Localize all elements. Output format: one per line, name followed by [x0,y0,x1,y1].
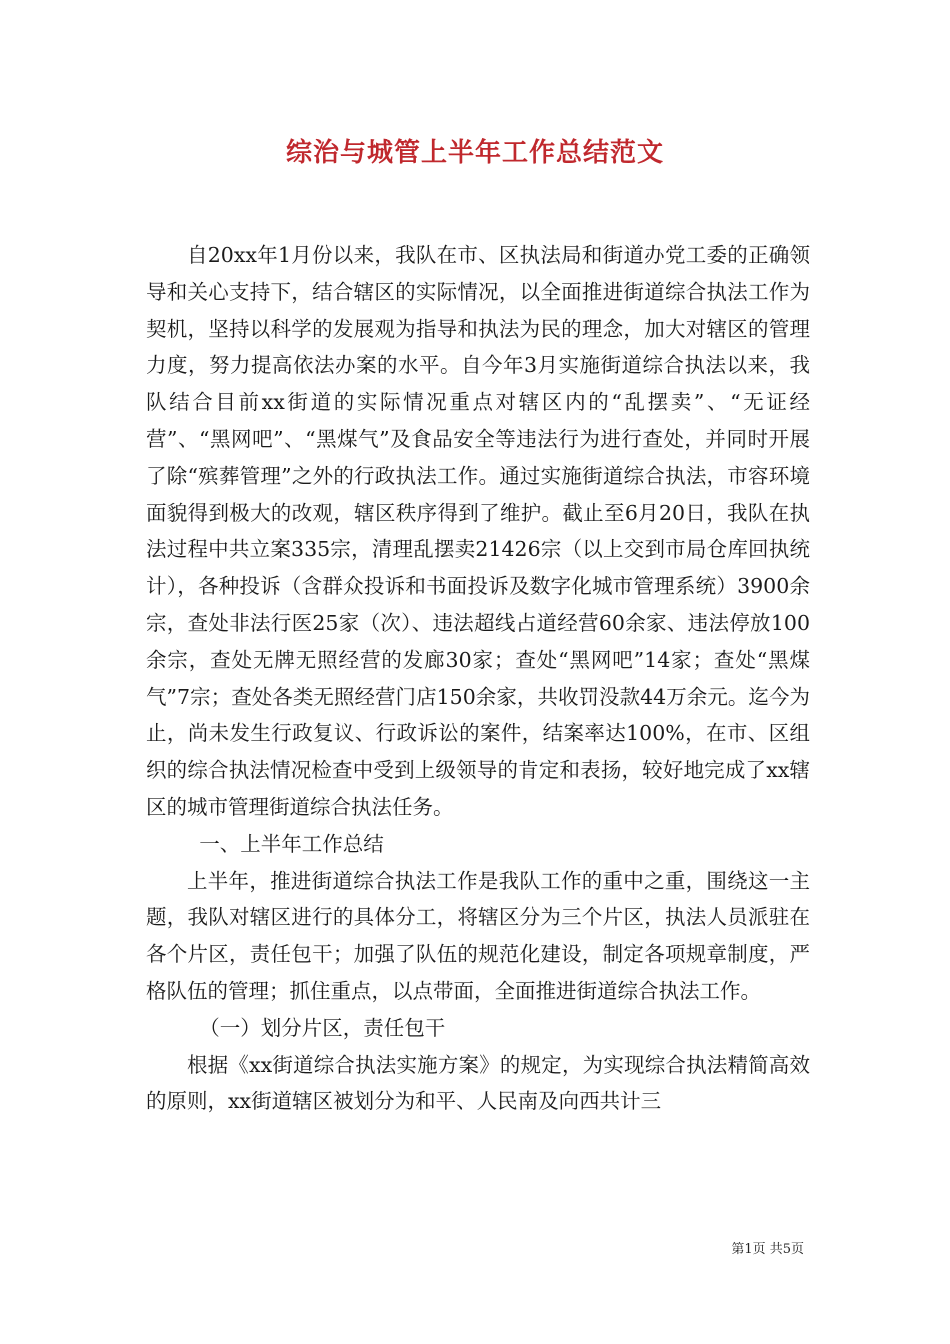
section-heading-1: 一、上半年工作总结 [199,831,384,856]
document-body [146,237,810,1120]
paragraph-division: 根据《xx街道综合执法实施方案》的规定，为实现综合执法精简高效的原则，xx街道辖区被划分为和平、人民南及向西共计三 [146,1052,810,1114]
paragraph-summary: 上半年，推进街道综合执法工作是我队工作的重中之重，围绕这一主题，我队对辖区进行的具体分工，将辖区分为三个片区，执法人员派驻在各个片区，责任包干；加强了队伍的规范化建设，制定各项规章制度，严格队伍的管理；抓住重点，以点带面，全面推进街道综合执法工作。 [146,868,810,1003]
document-title: 综治与城管上半年工作总结范文 [285,138,664,168]
page-number-footer: 第1页 共5页 [731,1242,804,1257]
paragraph-intro: 自20xx年1月份以来，我队在市、区执法局和街道办党工委的正确领导和关心支持下，结合辖区的实际情况，以全面推进街道综合执法工作为契机，坚持以科学的发展观为指导和执法为民的理念，加大对辖区的管理力度，努力提高依法办案的水平。自今年3月实施街道综合执法以来，我队结合目前xx街道的实际情况重点对辖区内的“乱摆卖”、“无证经营”、“黑网吧”、“黑煤气”及食品安全等违法行为进行查处，并同时开展了除“殡葬管理”之外的行政执法工作。通过实施街道综合执法，市容环境面貌得到极大的改观，辖区秩序得到了维护。截止至6月20日，我队在执法过程中共立案335宗，清理乱摆卖21426宗（以上交到市局仓库回执统计），各种投诉（含群众投诉和书面投诉及数字化城市管理系统）3900余宗，查处非法行医25家（次）、违法超线占道经营60余家、违法停放100余宗，查处无牌无照经营的发廊30家；查处“黑网吧”14家；查处“黑煤气”7宗；查处各类无照经营门店150余家，共收罚没款44万余元。迄今为止，尚未发生行政复议、行政诉讼的案件，结案率达100%，在市、区组织的综合执法情况检查中受到上级领导的肯定和表扬，较好地完成了xx辖区的城市管理街道综合执法任务。 [146,243,810,819]
subsection-heading-1: （一）划分片区，责任包干 [199,1015,446,1040]
